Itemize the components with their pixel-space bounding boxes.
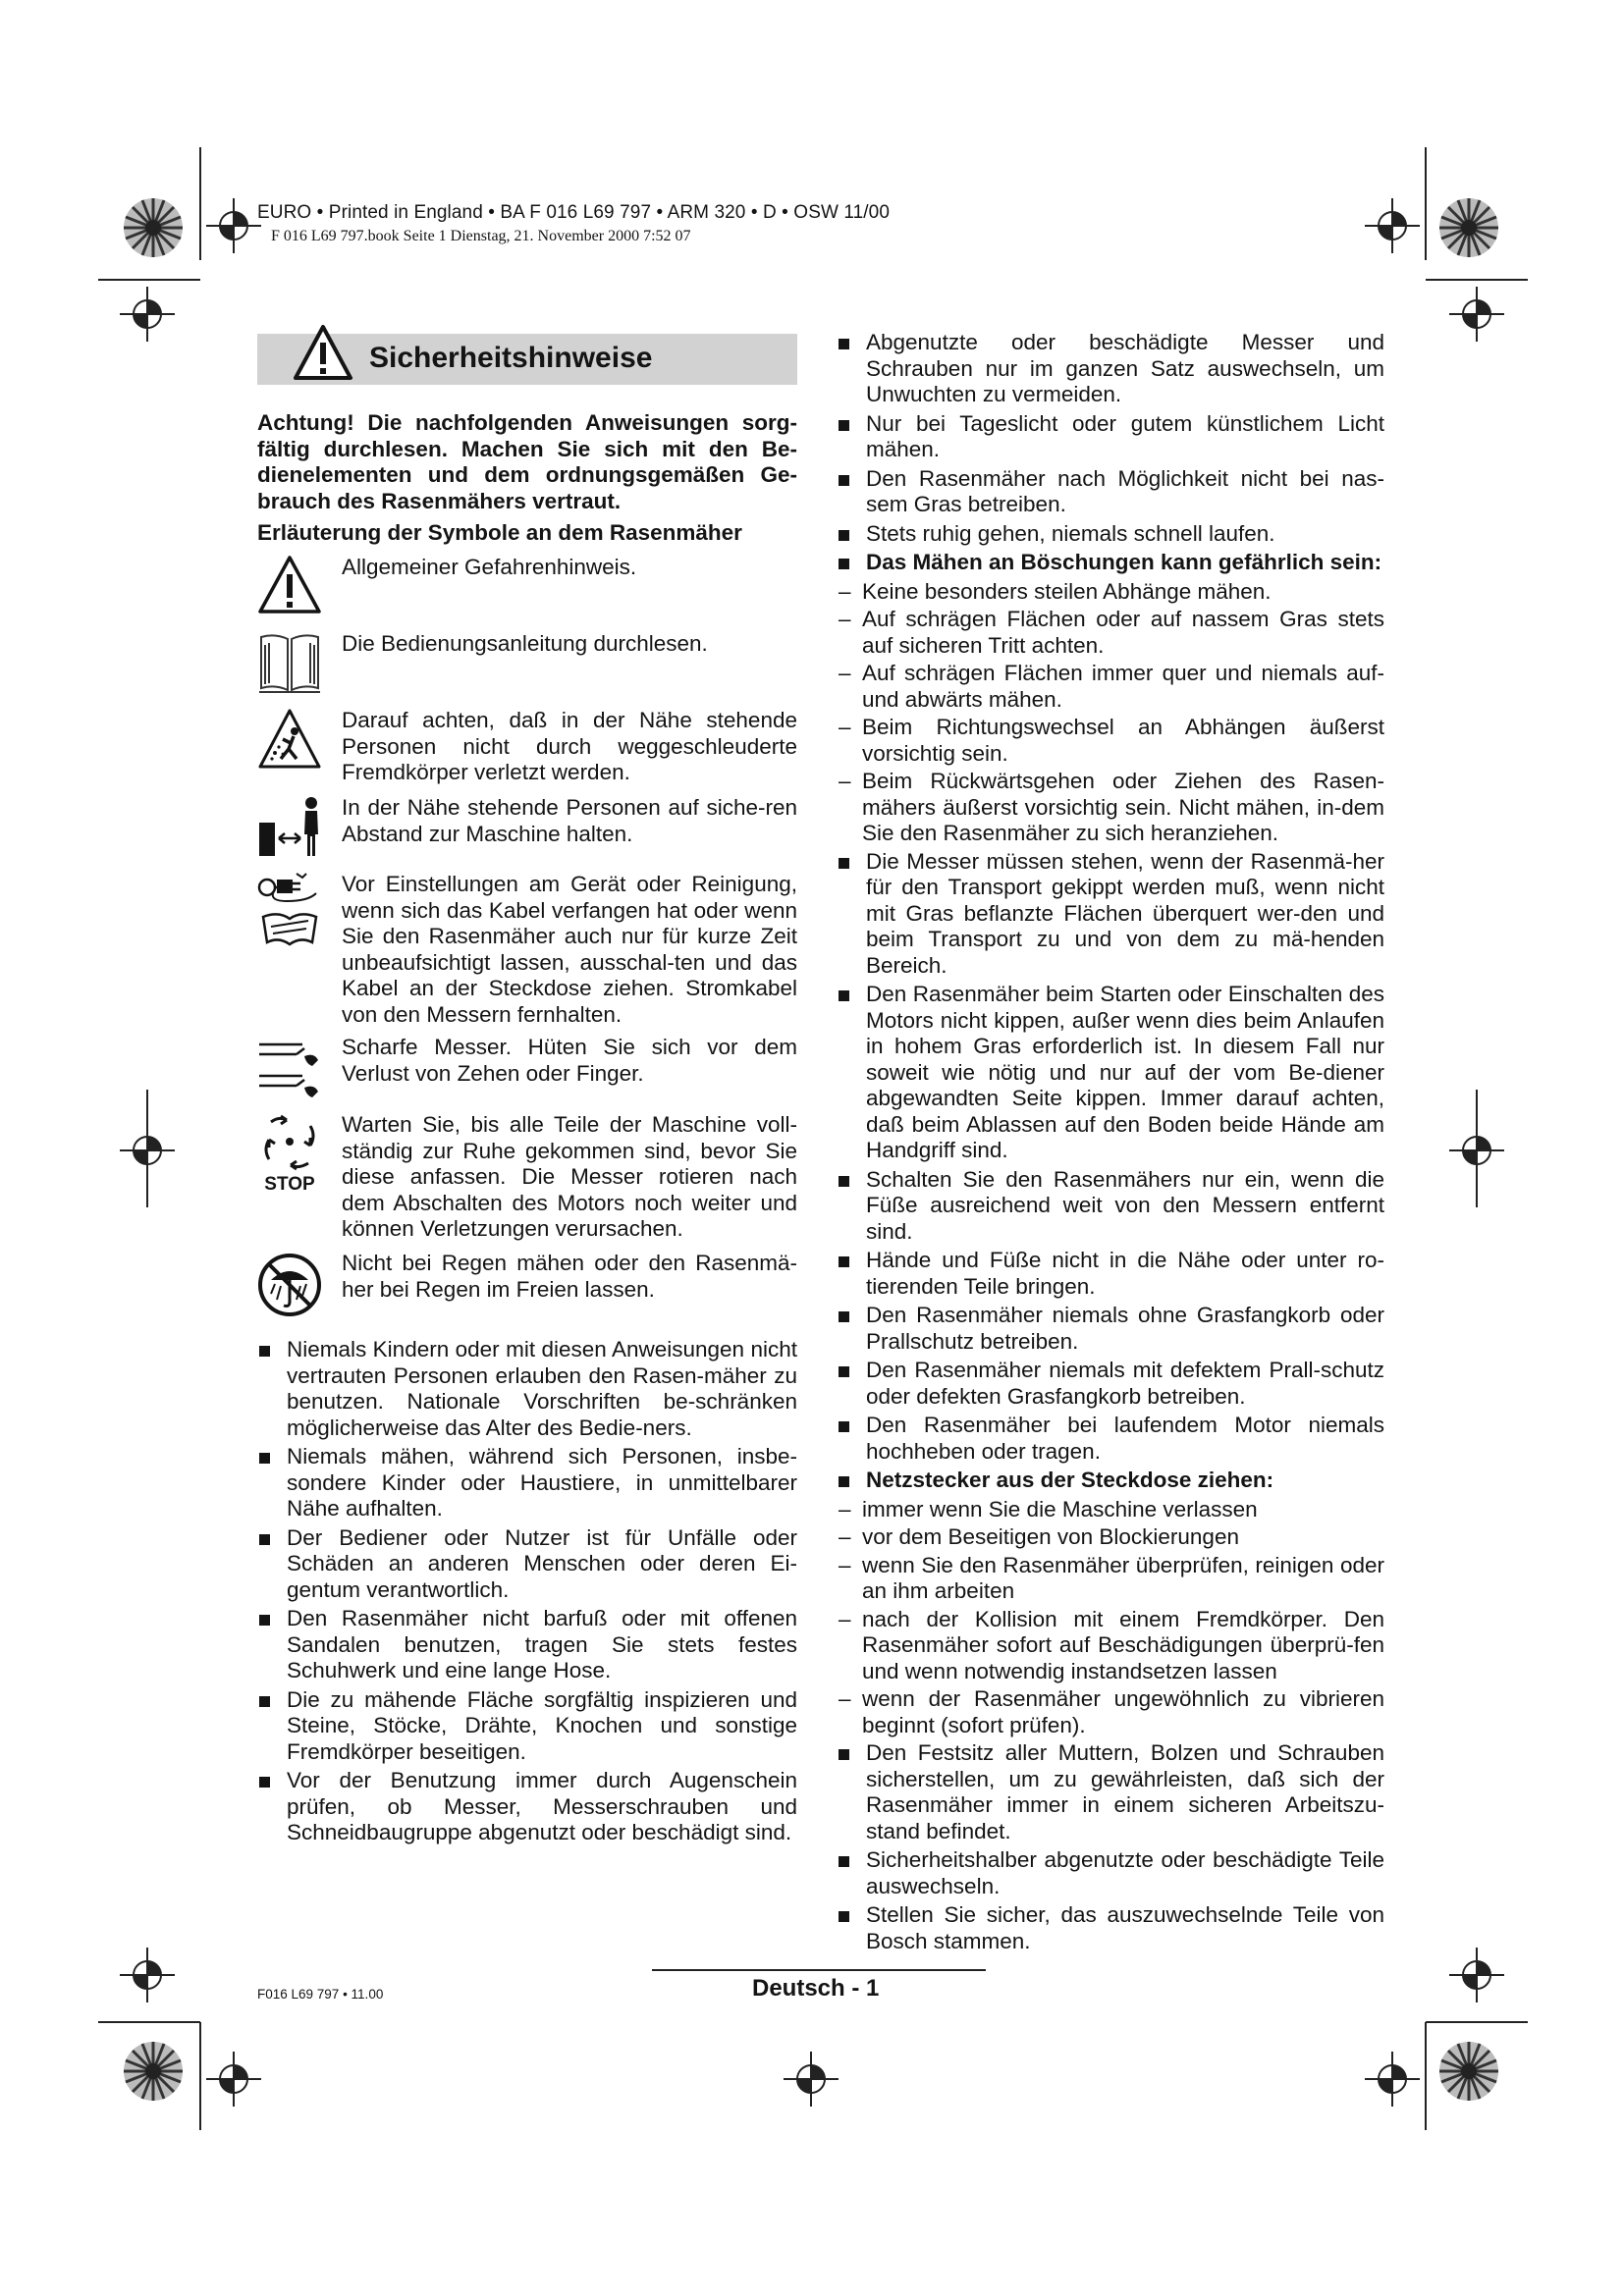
dash-item: – nach der Kollision mit einem Fremdkörper. Den Rasenmäher sofort auf Beschädigungen überprü-fen und wenn notwendig instandsetzen lassen bbox=[839, 1606, 1384, 1683]
list-item: Schalten Sie den Rasenmähers nur ein, wenn die Füße ausreichend weit von den Messern entfernt sind. bbox=[837, 1167, 1384, 1246]
thrown-objects-icon bbox=[257, 708, 322, 773]
footer-doc-code: F016 L69 797 • 11.00 bbox=[257, 1987, 384, 2002]
symbol-text: Nicht bei Regen mähen oder den Rasenmä-her bei Regen im Freien lassen. bbox=[342, 1251, 797, 1302]
plug-heading: Netzstecker aus der Steckdose ziehen: bbox=[837, 1468, 1384, 1494]
symbol-text: Darauf achten, daß in der Nähe stehende Personen nicht durch weggeschleuderte Fremdkörper verletzt werden. bbox=[342, 708, 797, 784]
slope-heading: Das Mähen an Böschungen kann gefährlich sein: bbox=[837, 550, 1384, 576]
list-item: Den Rasenmäher nach Möglichkeit nicht bei nas-sem Gras betreiben. bbox=[837, 466, 1384, 518]
list-item: Nur bei Tageslicht oder gutem künstlichem Licht mähen. bbox=[837, 411, 1384, 463]
list-item: Stellen Sie sicher, das auszuwechselnde Teile von Bosch stammen. bbox=[837, 1902, 1384, 1954]
print-header-line: EURO • Printed in England • BA F 016 L69 797 • ARM 320 • D • OSW 11/00 bbox=[257, 202, 891, 223]
right-column bbox=[837, 330, 1384, 1957]
symbols-heading: Erläuterung der Symbole an dem Rasenmäher bbox=[257, 520, 742, 545]
list-item: Vor der Benutzung immer durch Augenschein prüfen, ob Messer, Messerschrauben und Schneidbaugruppe abgenutzt oder beschädigt sind. bbox=[257, 1768, 797, 1846]
dash-item: – Auf schrägen Flächen oder auf nassem Gras stets auf sicheren Tritt achten. bbox=[839, 607, 1384, 658]
left-bullet-list bbox=[257, 1337, 797, 1849]
list-item: Hände und Füße nicht in die Nähe oder unter ro-tierenden Teile bringen. bbox=[837, 1248, 1384, 1300]
list-item: Den Rasenmäher nicht barfuß oder mit offenen Sandalen benutzen, tragen Sie stets festes Schuhwerk und eine lange Hose. bbox=[257, 1606, 797, 1684]
warning-triangle-icon bbox=[257, 555, 322, 615]
list-item: Niemals Kindern oder mit diesen Anweisungen nicht vertrauten Personen erlauben den Rasen-mäher zu benutzen. Nationale Vorschriften be-schränken möglicherweise das Alter des Bedie-ners. bbox=[257, 1337, 797, 1441]
list-item: Den Rasenmäher niemals mit defektem Prall-schutz oder defekten Grasfangkorb betreiben. bbox=[837, 1358, 1384, 1410]
intro-warning: Achtung! Die nachfolgenden Anweisungen sorg-fältig durchlesen. Machen Sie sich mit den Be-dienelementen und dem ordnungsgemäßen Ge-brauch des Rasenmähers vertraut. bbox=[257, 410, 797, 513]
symbol-text: Allgemeiner Gefahrenhinweis. bbox=[342, 555, 637, 579]
list-item: Den Rasenmäher beim Starten oder Einschalten des Motors nicht kippen, außer wenn dies beim Anlaufen in hohem Gras erforderlich ist. In diesem Fall nur soweit wie nötig und nur auf der vom Be-diener abgewandten Seite kippen. Immer darauf achten, daß beim Ablassen auf den Boden beide Hände am Handgriff sind. bbox=[837, 982, 1384, 1164]
dash-item: – wenn Sie den Rasenmäher überprüfen, reinigen oder an ihm arbeiten bbox=[839, 1552, 1384, 1603]
page-title: Sicherheitshinweise bbox=[369, 342, 653, 374]
list-item: Stets ruhig gehen, niemals schnell laufen. bbox=[837, 521, 1384, 548]
warning-triangle-icon bbox=[293, 324, 353, 381]
list-item: Sicherheitshalber abgenutzte oder beschädigte Teile auswechseln. bbox=[837, 1847, 1384, 1899]
symbol-text: Warten Sie, bis alle Teile der Maschine voll-ständig zur Ruhe gekommen sind, bevor Sie diese anfassen. Die Messer rotieren nach dem Abschalten des Motors noch weiter und können Verletzungen verursachen. bbox=[342, 1112, 797, 1241]
stop-rotation-icon bbox=[257, 1112, 322, 1201]
dash-item: – vor dem Beseitigen von Blockierungen bbox=[839, 1524, 1239, 1549]
safe-distance-icon bbox=[257, 795, 322, 860]
manual-book-icon bbox=[257, 631, 322, 696]
symbol-text: Vor Einstellungen am Gerät oder Reinigung, wenn sich das Kabel verfangen hat oder wenn Sie den Rasenmäher auch nur für kurze Zeit unbeaufsichtigt lassen, ausschal-ten und das Kabel an der Steckdose ziehen. Stromkabel von den Messern fernhalten. bbox=[342, 872, 797, 1027]
symbol-text: Scharfe Messer. Hüten Sie sich vor dem Verlust von Zehen oder Finger. bbox=[342, 1035, 797, 1086]
list-item: Abgenutzte oder beschädigte Messer und Schrauben nur im ganzen Satz auswechseln, um Unwuchten zu vermeiden. bbox=[837, 330, 1384, 408]
list-item: Der Bediener oder Nutzer ist für Unfälle oder Schäden an anderen Menschen oder deren Ei-gentum verantwortlich. bbox=[257, 1525, 797, 1604]
dash-item: – Beim Richtungswechsel an Abhängen äußerst vorsichtig sein. bbox=[839, 715, 1384, 766]
sharp-blades-icon bbox=[257, 1035, 322, 1099]
dash-item: – Beim Rückwärtsgehen oder Ziehen des Rasen-mähers äußerst vorsichtig sein. Nicht mähen, in-dem Sie den Rasenmäher zu sich heranziehen. bbox=[839, 769, 1384, 845]
symbol-text: Die Bedienungsanleitung durchlesen. bbox=[342, 631, 708, 656]
list-item: Den Festsitz aller Muttern, Bolzen und Schrauben sicherstellen, um zu gewährleisten, daß sich der Rasenmäher immer in einem sicheren Arbeitszu-stand befindet. bbox=[837, 1740, 1384, 1844]
list-item: Den Rasenmäher niemals ohne Grasfangkorb oder Prallschutz betreiben. bbox=[837, 1303, 1384, 1355]
list-item: Niemals mähen, während sich Personen, insbe-sondere Kinder oder Haustiere, in unmittelbarer Nähe aufhalten. bbox=[257, 1444, 797, 1522]
footer-rule bbox=[652, 1969, 986, 1971]
dash-item: – wenn der Rasenmäher ungewöhnlich zu vibrieren beginnt (sofort prüfen). bbox=[839, 1686, 1384, 1737]
list-item: Den Rasenmäher bei laufendem Motor niemals hochheben oder tragen. bbox=[837, 1413, 1384, 1465]
unplug-cable-icon bbox=[257, 872, 322, 950]
no-rain-icon bbox=[257, 1251, 322, 1319]
page-number: Deutsch - 1 bbox=[752, 1975, 880, 2002]
book-file-info: F 016 L69 797.book Seite 1 Dienstag, 21. November 2000 7:52 07 bbox=[271, 228, 691, 244]
dash-item: – immer wenn Sie die Maschine verlassen bbox=[839, 1496, 1258, 1522]
stop-label: STOP bbox=[264, 1174, 315, 1195]
list-item: Die Messer müssen stehen, wenn der Rasenmä-her für den Transport gekippt werden muß, wenn nicht mit Gras beflanzte Flächen überquert wer-den und beim Transport zu und von dem zu mä-henden Bereich. bbox=[837, 849, 1384, 980]
symbol-text: In der Nähe stehende Personen auf siche-ren Abstand zur Maschine halten. bbox=[342, 795, 797, 846]
dash-item: – Keine besonders steilen Abhänge mähen. bbox=[839, 578, 1272, 604]
dash-item: – Auf schrägen Flächen immer quer und niemals auf- und abwärts mähen. bbox=[839, 661, 1384, 712]
list-item: Die zu mähende Fläche sorgfältig inspizieren und Steine, Stöcke, Drähte, Knochen und sonstige Fremdkörper beseitigen. bbox=[257, 1687, 797, 1766]
